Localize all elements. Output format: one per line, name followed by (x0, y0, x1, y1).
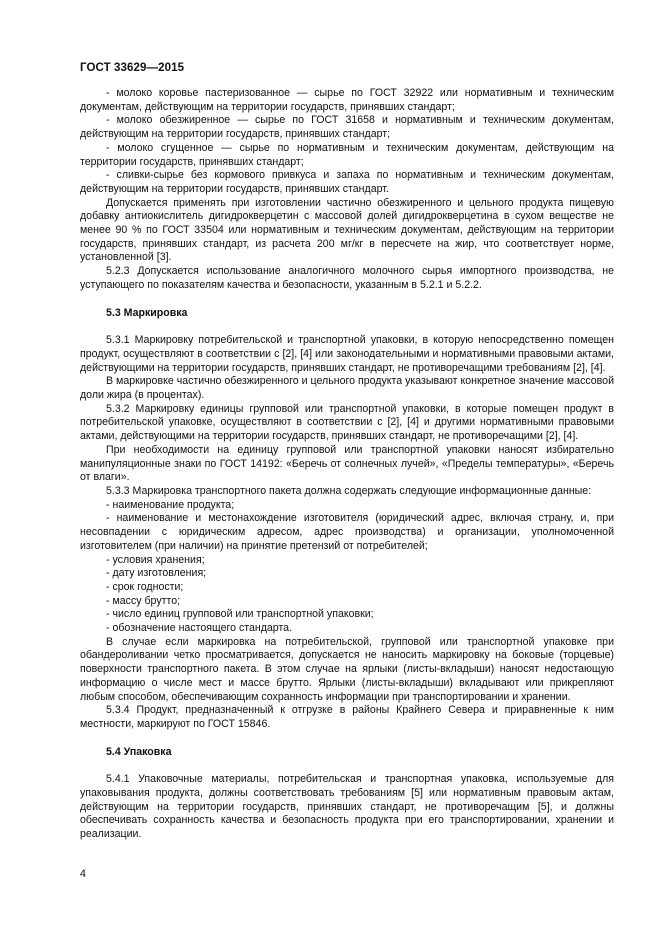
paragraph: - молоко обезжиренное — сырье по ГОСТ 31658 и нормативным и техническим документам, действующим на территории государств, принявших стандарт; (80, 114, 614, 141)
paragraph: 5.4.1 Упаковочные материалы, потребительская и транспортная упаковка, используемые для упаковывания продукта, должны соответствовать требованиям [5] или нормативным правовым актам, действующим на территории государств, принявших стандарт, не противоречащим [5], и должны обеспечивать сохранность качества и безопасность продукта при его транспортировании, хранении и реализации. (80, 773, 614, 841)
list-item: - срок годности; (106, 580, 184, 593)
paragraph: При необходимости на единицу групповой или транспортной упаковки наносят избирательно манипуляционные знаки по ГОСТ 14192: «Беречь от солнечных лучей», «Пределы температуры», «Беречь от влаги». (80, 443, 614, 484)
paragraph: 5.2.3 Допускается использование аналогичного молочного сырья импортного производства, не уступающего по показателям качества и безопасности, указанным в 5.2.1 и 5.2.2. (80, 265, 614, 291)
paragraph: Допускается применять при изготовлении частично обезжиренного и цельного продукта пищевую добавку антиокислитель дигидрокверцетин с массовой долей дигидрокверцетина в сухом веществе не менее 90 % по ГОСТ 33504 или нормативным и техническим документам, действующим на территории государств, принявших стандарт, из расчета 200 мг/кг в пересчете на жир, что соответствует норме, установленной [3]. (80, 196, 614, 264)
paragraph: - наименование и местонахождение изготовителя (юридический адрес, включая страну, и, при несовпадении с юридическим адресом, адрес производства) и организации, уполномоченной изготовителем (при наличии) на принятие претензий от потребителей; (80, 512, 614, 552)
page-number: 4 (80, 868, 86, 880)
spacer (80, 293, 614, 307)
spacer (80, 732, 614, 746)
list-item: - обозначение настоящего стандарта. (106, 622, 293, 635)
section-heading: 5.4 Упаковка (106, 745, 172, 758)
paragraph: 5.3.4 Продукт, предназначенный к отгрузке в районы Крайнего Севера и приравненные к ним местности, маркируют по ГОСТ 15846. (80, 704, 614, 730)
document-body (80, 87, 614, 842)
list-item: - массу брутто; (106, 594, 181, 607)
list-item: - наименование продукта; (106, 498, 235, 511)
standard-header: ГОСТ 33629—2015 (80, 62, 185, 74)
paragraph: 5.3.3 Маркировка транспортного пакета должна содержать следующие информационные данные: (106, 484, 592, 497)
paragraph: - молоко коровье пастеризованное — сырье по ГОСТ 32922 или нормативным и техническим документам, действующим на территории государств, принявших стандарт; (80, 87, 614, 113)
spacer (80, 320, 614, 334)
paragraph: - сливки-сырье без кормового привкуса и запаха по нормативным и техническим документам, действующим на территории государств, принявших стандарт. (80, 169, 614, 195)
spacer (80, 759, 614, 773)
paragraph: - молоко сгущенное — сырье по нормативным и техническим документам, действующим на территории государств, принявших стандарт; (80, 141, 614, 168)
section-heading: 5.3 Маркировка (106, 306, 188, 319)
list-item: - число единиц групповой или транспортной упаковки; (106, 608, 374, 621)
paragraph: В маркировке частично обезжиренного и цельного продукта указывают конкретное значение массовой доли жира (в процентах). (80, 375, 614, 402)
paragraph: 5.3.1 Маркировку потребительской и транспортной упаковки, в которую непосредственно помещен продукт, осуществляют в соответствии с [2], [4] или законодательными и нормативными правовыми актами, действующими на территории государств, принявших стандарт, не противоречащими требованиям [2], [4]. (80, 334, 614, 374)
list-item: - условия хранения; (106, 553, 205, 566)
paragraph: 5.3.2 Маркировку единицы групповой или транспортной упаковки, в которые помещен продукт в потребительской упаковке, осуществляют в соответствии с [2], [4] и другими нормативными правовыми актами, действующими на территории государств, принявших стандарт, не противоречащими [2], [4]. (80, 402, 614, 443)
paragraph: В случае если маркировка на потребительской, групповой или транспортной упаковке при обандероливании четко просматривается, допускается не наносить маркировку на боковые (торцевые) поверхности транспортного пакета. В этом случае на ярлыки (листы-вкладыши) наносят недостающую информацию о числе мест и массе брутто. Ярлыки (листы-вкладыши) вкладывают или прикрепляют любым способом, обеспечивающим сохранность информации при транспортировании и хранении. (80, 635, 614, 703)
list-item: - дату изготовления; (106, 567, 207, 580)
